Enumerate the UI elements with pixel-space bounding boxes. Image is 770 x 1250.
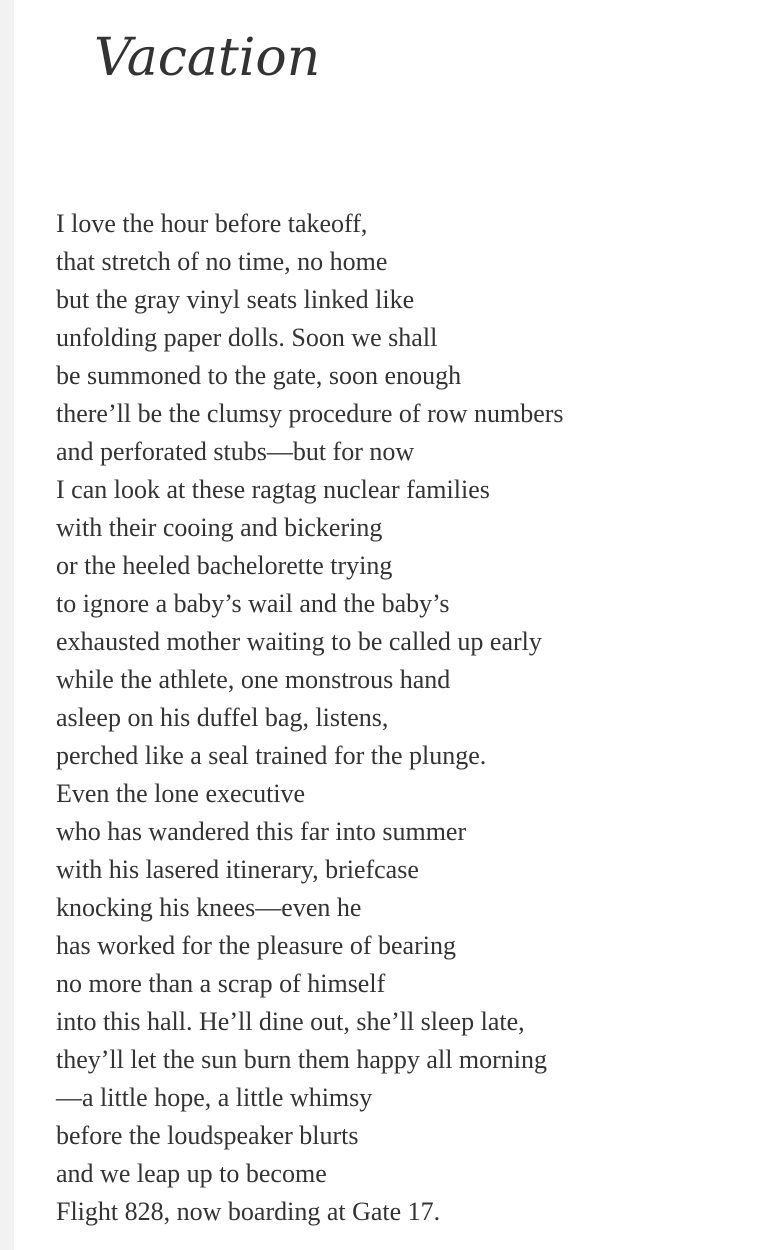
poem-line: before the loudspeaker blurts: [56, 1121, 359, 1150]
poem-line: who has wandered this far into summer: [56, 817, 467, 846]
poem-line: asleep on his duffel bag, listens,: [56, 703, 389, 732]
poem-line: perched like a seal trained for the plunge.: [56, 741, 487, 770]
poem-line: with their cooing and bickering: [56, 513, 383, 542]
poem-body: [56, 205, 564, 1231]
poem-line: and we leap up to become: [56, 1159, 327, 1188]
poem-title: Vacation: [94, 28, 321, 88]
poem-line: they’ll let the sun burn them happy all morning: [56, 1045, 548, 1074]
poem-line: to ignore a baby’s wail and the baby’s: [56, 589, 450, 618]
poem-line: Even the lone executive: [56, 779, 306, 808]
poem-line: that stretch of no time, no home: [56, 247, 388, 276]
poem-line: exhausted mother waiting to be called up early: [56, 627, 542, 656]
poem-line: —a little hope, a little whimsy: [56, 1083, 373, 1112]
poem-line: with his lasered itinerary, briefcase: [56, 855, 419, 884]
poem-line: but the gray vinyl seats linked like: [56, 285, 415, 314]
poem-line: be summoned to the gate, soon enough: [56, 361, 462, 390]
poem-line: knocking his knees—even he: [56, 893, 362, 922]
poem-line: or the heeled bachelorette trying: [56, 551, 393, 580]
poem-line: Flight 828, now boarding at Gate 17.: [56, 1197, 441, 1226]
poem-line: into this hall. He’ll dine out, she’ll sleep late,: [56, 1007, 525, 1036]
poem-line: unfolding paper dolls. Soon we shall: [56, 323, 438, 352]
poem-line: while the athlete, one monstrous hand: [56, 665, 451, 694]
left-margin-strip: [0, 0, 14, 1250]
poem-line: there’ll be the clumsy procedure of row numbers: [56, 399, 564, 428]
poem-line: no more than a scrap of himself: [56, 969, 386, 998]
poem-line: and perforated stubs—but for now: [56, 437, 415, 466]
poem-line: I love the hour before takeoff,: [56, 209, 368, 238]
poem-line: has worked for the pleasure of bearing: [56, 931, 456, 960]
poem-line: I can look at these ragtag nuclear families: [56, 475, 490, 504]
